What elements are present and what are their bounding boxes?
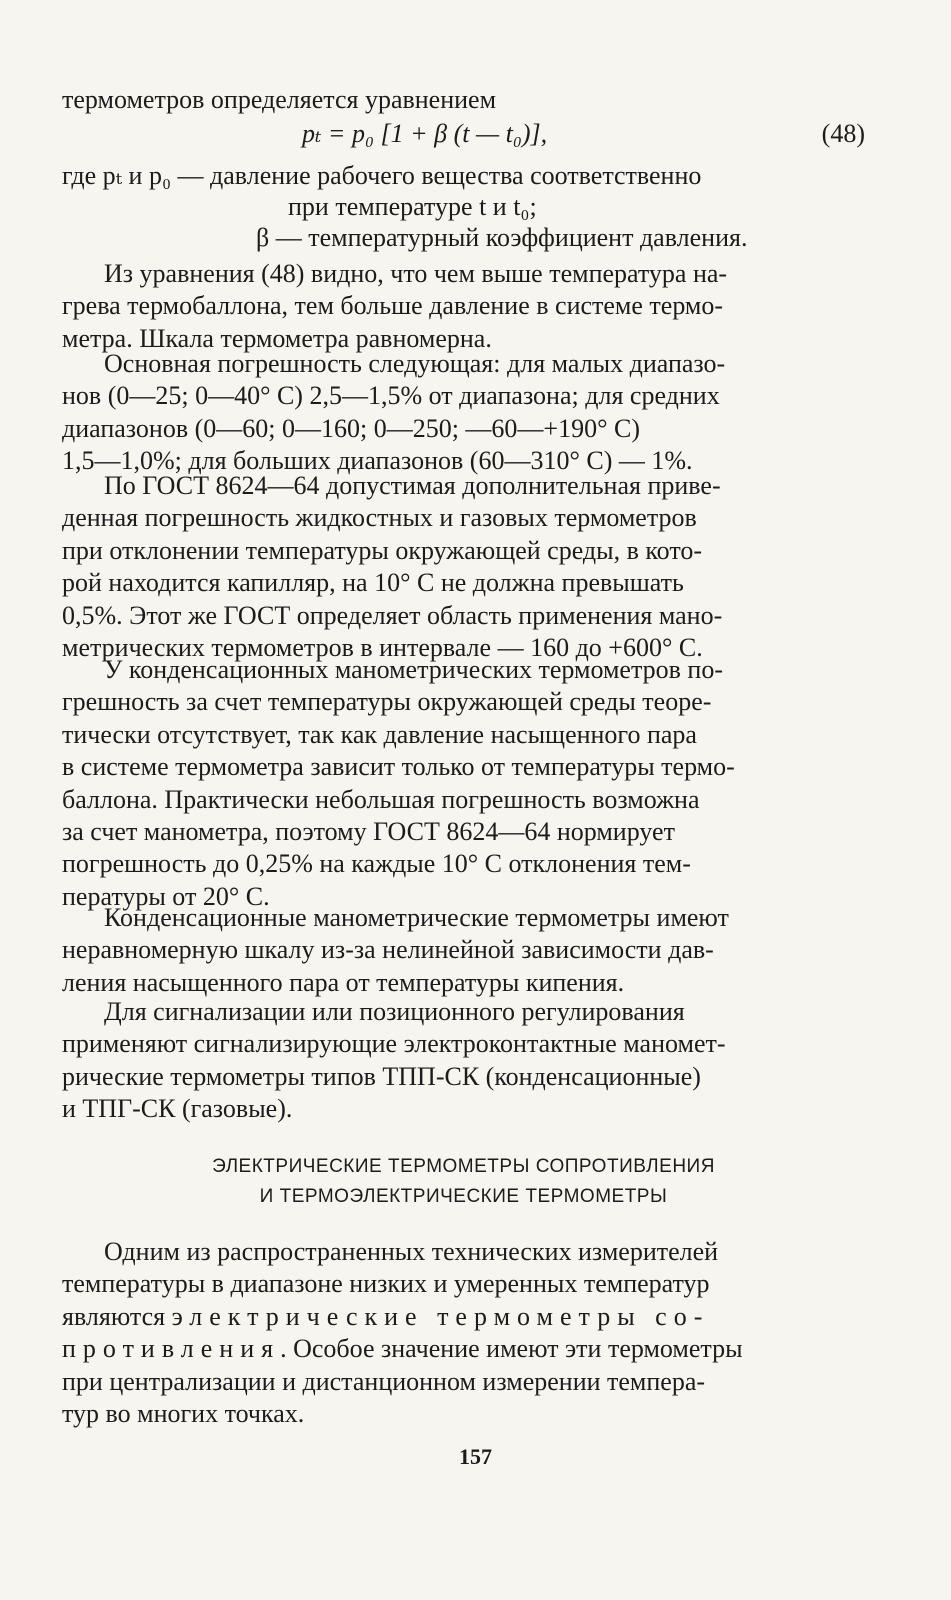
paragraph-line: У конденсационных манометрических термометров по- [104, 655, 723, 684]
paragraph-line: температуры в диапазоне низких и умеренных температур [62, 1269, 710, 1299]
paragraph-line: ления насыщенного пара от температуры кипения. [62, 967, 625, 997]
formula-number: (48) [821, 119, 865, 148]
paragraph-line: Для сигнализации или позиционного регулирования [104, 997, 685, 1026]
paragraph-line: грева термобаллона, тем больше давление в системе термо- [62, 291, 724, 321]
paragraph-line: Из уравнения (48) видно, что чем выше температура на- [104, 259, 728, 288]
paragraph-2 [62, 348, 865, 478]
paragraph-line: Одним из распространенных технических измерителей [104, 1237, 719, 1266]
paragraph-line: метра. Шкала термометра равномерна. [62, 323, 492, 353]
paragraph-line: при отклонении температуры окружающей среды, в кото- [62, 535, 703, 565]
paragraph-6 [62, 996, 865, 1126]
paragraph-line: тур во многих точках. [62, 1399, 305, 1429]
paragraph-line: при централизации и дистанционном измерении темпера- [62, 1366, 706, 1396]
spaced-term: электрические термометры со- [171, 1301, 710, 1331]
paragraph-line: за счет манометра, поэтому ГОСТ 8624—64 нормирует [62, 817, 675, 847]
paragraph-line: 0,5%. Этот же ГОСТ определяет область применения мано- [62, 600, 723, 630]
paragraph-line: Основная погрешность следующая: для малых диапазо- [104, 349, 726, 378]
intro-line [62, 84, 865, 116]
definition-line-1: где pₜ и p₀ — давление рабочего вещества соответственно [62, 161, 702, 190]
spaced-term: противления [62, 1334, 281, 1364]
definition-line-2: при температуре t и t₀; [288, 192, 537, 221]
paragraph-1 [62, 258, 865, 355]
paragraph-line: По ГОСТ 8624—64 допустимая дополнительная приве- [104, 471, 721, 500]
paragraph-line: тически отсутствует, так как давление насыщенного пара [62, 719, 697, 749]
formula-expression: pₜ = p₀ [1 + β (t — t₀)], [302, 119, 548, 148]
paragraph-line: баллона. Практически небольшая погрешность возможна [62, 784, 700, 814]
paragraph-line: применяют сигнализирующие электроконтактные маномет- [62, 1029, 726, 1059]
paragraph-line: нов (0—25; 0—40° С) 2,5—1,5% от диапазона; для средних [62, 381, 720, 411]
paragraph-line [62, 1301, 865, 1333]
paragraph-line: метрических термометров в интервале — 160 до +600° С. [62, 633, 703, 663]
paragraph-line: пературы от 20° С. [62, 881, 270, 911]
paragraph-line: грешность за счет температуры окружающей среды теоре- [62, 687, 712, 717]
paragraph-text: . Особое значение имеют эти термометры [280, 1334, 743, 1364]
paragraph-line: погрешность до 0,25% на каждые 10° С отклонения тем- [62, 849, 691, 879]
paragraph-line: рой находится капилляр, на 10° С не должна превышать [62, 568, 684, 598]
paragraph-text: являются [62, 1301, 166, 1331]
paragraph-line: 1,5—1,0%; для больших диапазонов (60—310° С) — 1%. [62, 446, 693, 476]
paragraph-5 [62, 902, 865, 999]
paragraph-line: Конденсационные манометрические термометры имеют [104, 903, 729, 932]
paragraph-line: диапазонов (0—60; 0—160; 0—250; —60—+190° С) [62, 413, 640, 443]
page-number: 157 [459, 1444, 492, 1469]
formula-definitions [62, 160, 865, 253]
paragraph-line [62, 1333, 865, 1365]
paragraph-line: денная погрешность жидкостных и газовых термометров [62, 503, 697, 533]
intro-text: термометров определяется уравнением [62, 85, 497, 114]
paragraph-line: неравномерную шкалу из-за нелинейной зависимости дав- [62, 935, 714, 965]
paragraph-4 [62, 654, 865, 913]
paragraph-line: в системе термометра зависит только от температуры термо- [62, 752, 735, 782]
section-heading [62, 1152, 865, 1212]
paragraph-line: и ТПГ-СК (газовые). [62, 1094, 293, 1124]
formula-48 [62, 118, 865, 150]
heading-line-2: И ТЕРМОЭЛЕКТРИЧЕСКИЕ ТЕРМОМЕТРЫ [259, 1186, 668, 1207]
heading-line-1: ЭЛЕКТРИЧЕСКИЕ ТЕРМОМЕТРЫ СОПРОТИВЛЕНИЯ [212, 1156, 715, 1177]
paragraph-3 [62, 470, 865, 664]
definition-line-3: β — температурный коэффициент давления. [256, 223, 748, 252]
paragraph-line: рические термометры типов ТПП-СК (конденсационные) [62, 1061, 701, 1091]
paragraph-7 [62, 1236, 865, 1430]
